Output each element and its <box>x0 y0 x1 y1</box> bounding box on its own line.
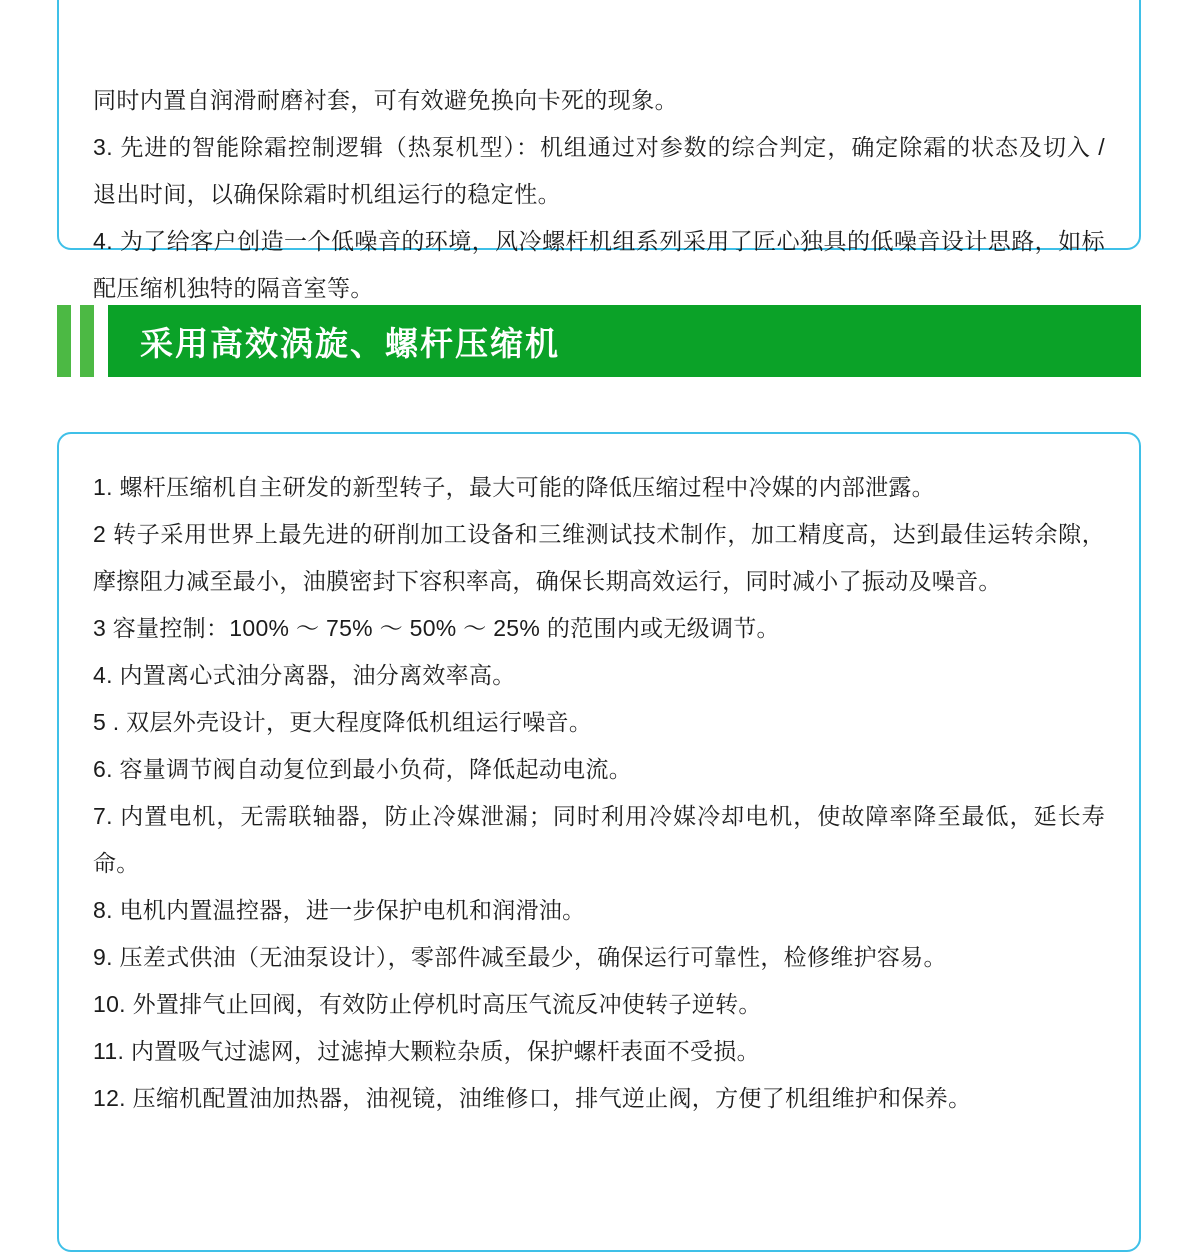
list-item: 12. 压缩机配置油加热器，油视镜，油维修口，排气逆止阀，方便了机组维护和保养。 <box>93 1085 972 1111</box>
paragraph: 同时内置自润滑耐磨衬套，可有效避免换向卡死的现象。 <box>93 87 678 113</box>
paragraph: 3. 先进的智能除霜控制逻辑（热泵机型）：机组通过对参数的综合判定，确定除霜的状态及切入 / 退出时间，以确保除霜时机组运行的稳定性。 <box>93 134 1112 207</box>
list-item: 7. 内置电机，无需联轴器，防止冷媒泄漏；同时利用冷媒冷却电机，使故障率降至最低，延长寿命。 <box>93 803 1105 876</box>
list-item: 1. 螺杆压缩机自主研发的新型转子，最大可能的降低压缩过程中冷媒的内部泄露。 <box>93 474 935 500</box>
compressor-features-content <box>59 434 1139 1142</box>
list-item: 4. 内置离心式油分离器，油分离效率高。 <box>93 662 516 688</box>
list-item: 10. 外置排气止回阀，有效防止停机时高压气流反冲使转子逆转。 <box>93 991 762 1017</box>
features-panel-top-content <box>59 0 1139 332</box>
heading-banner <box>108 305 1141 377</box>
list-item: 8. 电机内置温控器，进一步保护电机和润滑油。 <box>93 897 586 923</box>
paragraph: 4. 为了给客户创造一个低噪音的环境，风冷螺杆机组系列采用了匠心独具的低噪音设计思路，如标配压缩机独特的隔音室等。 <box>93 228 1105 301</box>
list-item: 5 . 双层外壳设计，更大程度降低机组运行噪音。 <box>93 709 593 735</box>
list-item: 2 转子采用世界上最先进的研削加工设备和三维测试技术制作，加工精度高，达到最佳运转余隙，摩擦阻力减至最小，油膜密封下容积率高，确保长期高效运行，同时减小了振动及噪音。 <box>93 521 1105 594</box>
list-item: 9. 压差式供油（无油泵设计），零部件减至最少，确保运行可靠性，检修维护容易。 <box>93 944 947 970</box>
list-item: 11. 内置吸气过滤网，过滤掉大颗粒杂质，保护螺杆表面不受损。 <box>93 1038 760 1064</box>
features-panel-top <box>57 0 1141 301</box>
list-item: 3 容量控制：100% ～ 75% ～ 50% ～ 25% 的范围内或无级调节。 <box>93 615 780 641</box>
compressor-features-panel <box>57 432 1141 1252</box>
section-heading <box>57 305 1141 377</box>
heading-title: 采用高效涡旋、螺杆压缩机 <box>140 324 560 362</box>
heading-accent-bar-1 <box>57 305 71 377</box>
list-item: 6. 容量调节阀自动复位到最小负荷，降低起动电流。 <box>93 756 633 782</box>
heading-accent-bar-2 <box>80 305 94 377</box>
